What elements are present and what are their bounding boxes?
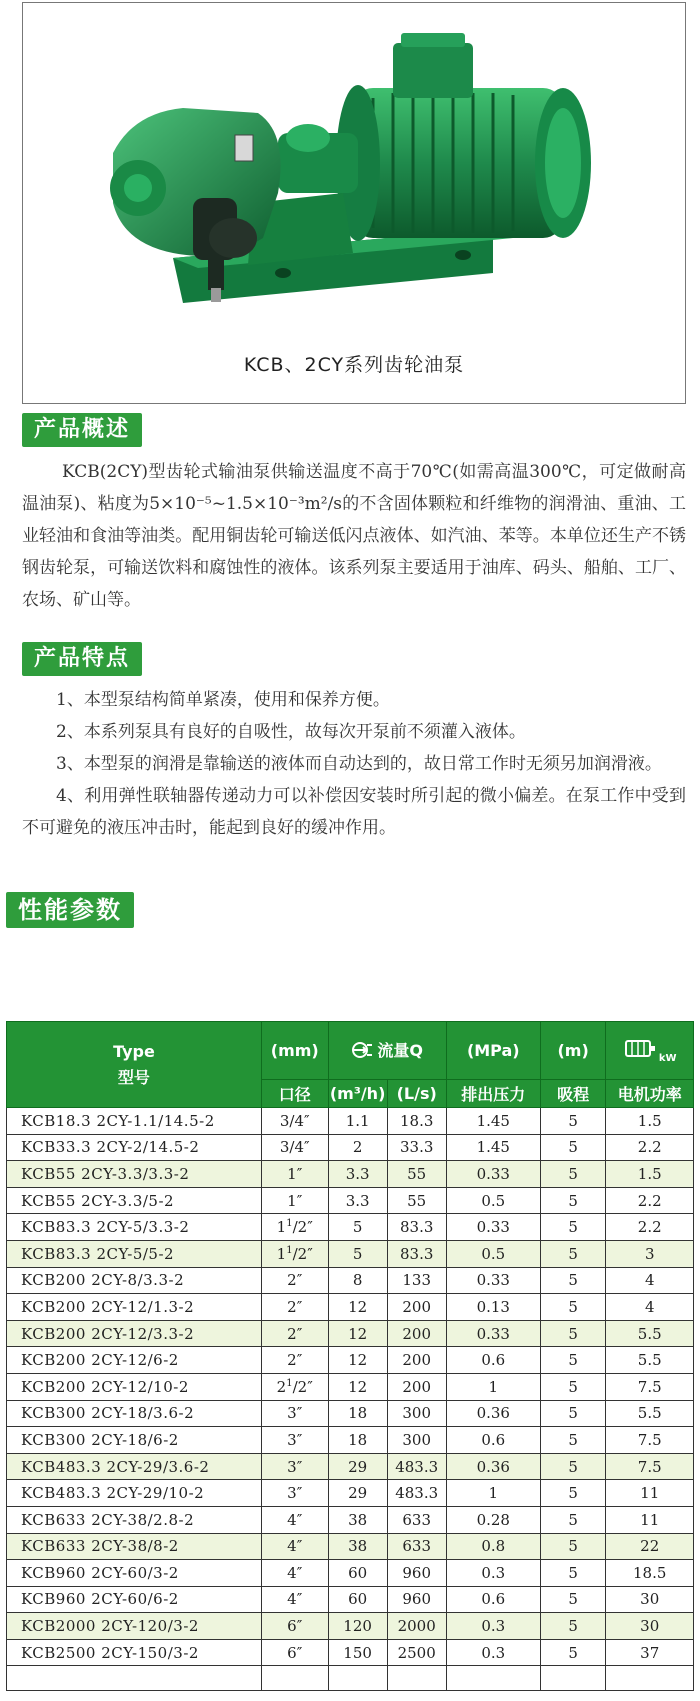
- empty-cell: [540, 1666, 606, 1691]
- cell-flow-m3h: 12: [328, 1320, 387, 1347]
- table-row: [7, 1427, 694, 1454]
- col-flow-m3h: (m³/h): [328, 1080, 387, 1108]
- cell-power: 1.5: [606, 1161, 694, 1188]
- col-flow: [328, 1022, 446, 1080]
- cell-pressure: 1.45: [446, 1108, 540, 1135]
- cell-type: KCB55 2CY-3.3/5-2: [7, 1187, 262, 1214]
- cell-power: 3: [606, 1240, 694, 1267]
- cell-suction: 5: [540, 1639, 606, 1666]
- cell-flow-ls: 483.3: [387, 1480, 446, 1507]
- bore-fraction-rest: /2″: [292, 1377, 313, 1396]
- cell-bore: 4″: [261, 1560, 328, 1587]
- cell-flow-m3h: 1.1: [328, 1108, 387, 1135]
- bore-fraction-rest: /2″: [292, 1244, 313, 1263]
- cell-pressure: 0.5: [446, 1240, 540, 1267]
- table-row: [7, 1480, 694, 1507]
- col-type: [7, 1022, 262, 1108]
- cell-flow-m3h: 12: [328, 1373, 387, 1400]
- cell-bore: 2″: [261, 1347, 328, 1374]
- col-type-en: Type: [113, 1041, 155, 1061]
- col-power-head: [606, 1022, 694, 1080]
- cell-suction: 5: [540, 1134, 606, 1161]
- cell-flow-m3h: 29: [328, 1453, 387, 1480]
- cell-flow-ls: 2000: [387, 1613, 446, 1640]
- cell-type: KCB83.3 2CY-5/5-2: [7, 1240, 262, 1267]
- cell-flow-ls: 633: [387, 1533, 446, 1560]
- cell-bore: 2″: [261, 1320, 328, 1347]
- feature-item: 2、本系列泵具有良好的自吸性，故每次开泵前不须灌入液体。: [56, 722, 526, 742]
- cell-flow-ls: 2500: [387, 1639, 446, 1666]
- cell-suction: 5: [540, 1161, 606, 1188]
- cell-type: KCB483.3 2CY-29/10-2: [7, 1480, 262, 1507]
- empty-cell: [7, 1666, 262, 1691]
- table-row: [7, 1294, 694, 1321]
- empty-cell: [606, 1666, 694, 1691]
- table-row: [7, 1187, 694, 1214]
- cell-suction: 5: [540, 1533, 606, 1560]
- cell-power: 2.2: [606, 1187, 694, 1214]
- cell-bore: 2″: [261, 1294, 328, 1321]
- col-flow-ls: (L/s): [387, 1080, 446, 1108]
- table-row: [7, 1267, 694, 1294]
- features-heading: 产品特点: [22, 642, 142, 676]
- cell-pressure: 0.6: [446, 1427, 540, 1454]
- cell-pressure: 0.13: [446, 1294, 540, 1321]
- cell-pressure: 0.28: [446, 1506, 540, 1533]
- cell-bore: 4″: [261, 1506, 328, 1533]
- bore-whole: 2: [276, 1377, 287, 1396]
- cell-type: KCB83.3 2CY-5/3.3-2: [7, 1214, 262, 1241]
- table-row: [7, 1560, 694, 1587]
- cell-pressure: 0.3: [446, 1639, 540, 1666]
- cell-power: 11: [606, 1506, 694, 1533]
- cell-flow-m3h: 8: [328, 1267, 387, 1294]
- product-caption: KCB、2CY系列齿轮油泵: [243, 354, 465, 376]
- cell-flow-ls: 633: [387, 1506, 446, 1533]
- bore-whole: 1: [276, 1244, 287, 1263]
- cell-suction: 5: [540, 1214, 606, 1241]
- table-row: [7, 1586, 694, 1613]
- cell-pressure: 0.3: [446, 1613, 540, 1640]
- cell-bore: 4″: [261, 1586, 328, 1613]
- cell-bore: 1″: [261, 1187, 328, 1214]
- table-row: [7, 1161, 694, 1188]
- cell-flow-ls: 300: [387, 1427, 446, 1454]
- cell-flow-m3h: 2: [328, 1134, 387, 1161]
- cell-power: 4: [606, 1294, 694, 1321]
- cell-power: 7.5: [606, 1427, 694, 1454]
- specs-table: [6, 1021, 694, 1691]
- flow-icon: [351, 1041, 373, 1063]
- col-flow-label: 流量Q: [377, 1041, 423, 1061]
- cell-power: 7.5: [606, 1453, 694, 1480]
- bore-fraction-top: 1: [286, 1377, 293, 1389]
- cell-flow-ls: 200: [387, 1373, 446, 1400]
- empty-cell: [261, 1666, 328, 1691]
- cell-pressure: 0.33: [446, 1320, 540, 1347]
- cell-bore: 6″: [261, 1613, 328, 1640]
- table-row: [7, 1506, 694, 1533]
- cell-bore: 3″: [261, 1400, 328, 1427]
- cell-pressure: 0.33: [446, 1267, 540, 1294]
- cell-suction: 5: [540, 1560, 606, 1587]
- cell-power: 5.5: [606, 1400, 694, 1427]
- cell-bore: 3/4″: [261, 1134, 328, 1161]
- col-suction-unit: (m): [540, 1022, 606, 1080]
- specs-heading: 性能参数: [6, 892, 134, 928]
- cell-type: KCB633 2CY-38/8-2: [7, 1533, 262, 1560]
- cell-pressure: 1: [446, 1480, 540, 1507]
- cell-type: KCB960 2CY-60/6-2: [7, 1586, 262, 1613]
- motor-icon: [623, 1038, 659, 1064]
- feature-item: 1、本型泵结构简单紧凑，使用和保养方便。: [56, 690, 390, 710]
- cell-bore: 3″: [261, 1427, 328, 1454]
- cell-type: KCB200 2CY-12/3.3-2: [7, 1320, 262, 1347]
- cell-pressure: 0.6: [446, 1586, 540, 1613]
- cell-flow-ls: 83.3: [387, 1214, 446, 1241]
- cell-power: 11: [606, 1480, 694, 1507]
- cell-power: 1.5: [606, 1108, 694, 1135]
- table-row: [7, 1134, 694, 1161]
- cell-flow-m3h: 60: [328, 1560, 387, 1587]
- feature-item: 4、利用弹性联轴器传递动力可以补偿因安装时所引起的微小偏差。在泵工作中受到不可避免的液压冲击时，能起到良好的缓冲作用。: [22, 786, 686, 838]
- cell-flow-m3h: 120: [328, 1613, 387, 1640]
- features-list: [22, 684, 686, 844]
- cell-type: KCB55 2CY-3.3/3.3-2: [7, 1161, 262, 1188]
- cell-power: 2.2: [606, 1214, 694, 1241]
- cell-type: KCB200 2CY-8/3.3-2: [7, 1267, 262, 1294]
- table-row: [7, 1373, 694, 1400]
- table-row: [7, 1240, 694, 1267]
- table-row: [7, 1453, 694, 1480]
- cell-pressure: 0.3: [446, 1560, 540, 1587]
- bore-fraction-top: 1: [286, 1244, 293, 1256]
- cell-flow-ls: 960: [387, 1586, 446, 1613]
- cell-flow-ls: 300: [387, 1400, 446, 1427]
- cell-flow-m3h: 12: [328, 1294, 387, 1321]
- specs-table-wrap: [6, 1021, 694, 1691]
- col-pressure-unit: (MPa): [446, 1022, 540, 1080]
- col-suction: 吸程: [540, 1080, 606, 1108]
- cell-flow-ls: 200: [387, 1320, 446, 1347]
- cell-flow-ls: 200: [387, 1294, 446, 1321]
- col-pressure: 排出压力: [446, 1080, 540, 1108]
- cell-suction: 5: [540, 1586, 606, 1613]
- table-row-empty: [7, 1666, 694, 1691]
- table-row: [7, 1639, 694, 1666]
- bore-fraction-top: 1: [286, 1218, 293, 1230]
- cell-flow-m3h: 3.3: [328, 1187, 387, 1214]
- cell-pressure: 0.33: [446, 1214, 540, 1241]
- cell-type: KCB33.3 2CY-2/14.5-2: [7, 1134, 262, 1161]
- bore-fraction-rest: /2″: [292, 1218, 313, 1237]
- cell-bore: [261, 1373, 328, 1400]
- cell-pressure: 0.5: [446, 1187, 540, 1214]
- cell-flow-ls: 83.3: [387, 1240, 446, 1267]
- cell-type: KCB200 2CY-12/10-2: [7, 1373, 262, 1400]
- cell-bore: 4″: [261, 1533, 328, 1560]
- cell-type: KCB200 2CY-12/6-2: [7, 1347, 262, 1374]
- cell-power: 37: [606, 1639, 694, 1666]
- cell-bore: 3″: [261, 1453, 328, 1480]
- table-row: [7, 1108, 694, 1135]
- cell-suction: 5: [540, 1267, 606, 1294]
- cell-type: KCB960 2CY-60/3-2: [7, 1560, 262, 1587]
- cell-suction: 5: [540, 1240, 606, 1267]
- specs-table-body: [7, 1108, 694, 1691]
- table-row: [7, 1400, 694, 1427]
- col-type-cn: 型号: [117, 1067, 150, 1087]
- table-row: [7, 1613, 694, 1640]
- cell-power: 4: [606, 1267, 694, 1294]
- table-row: [7, 1320, 694, 1347]
- col-power: 电机功率: [606, 1080, 694, 1108]
- cell-type: KCB2000 2CY-120/3-2: [7, 1613, 262, 1640]
- cell-pressure: 0.8: [446, 1533, 540, 1560]
- cell-power: 18.5: [606, 1560, 694, 1587]
- overview-heading: 产品概述: [22, 413, 142, 447]
- cell-suction: 5: [540, 1453, 606, 1480]
- table-row: [7, 1347, 694, 1374]
- feature-item: 3、本型泵的润滑是靠输送的液体而自动达到的，故日常工作时无须另加润滑液。: [56, 754, 662, 774]
- cell-type: KCB2500 2CY-150/3-2: [7, 1639, 262, 1666]
- cell-power: 30: [606, 1586, 694, 1613]
- cell-power: 30: [606, 1613, 694, 1640]
- cell-flow-ls: 200: [387, 1347, 446, 1374]
- cell-type: KCB633 2CY-38/2.8-2: [7, 1506, 262, 1533]
- cell-suction: 5: [540, 1108, 606, 1135]
- cell-suction: 5: [540, 1373, 606, 1400]
- cell-suction: 5: [540, 1506, 606, 1533]
- cell-suction: 5: [540, 1480, 606, 1507]
- cell-bore: 6″: [261, 1639, 328, 1666]
- cell-flow-ls: 483.3: [387, 1453, 446, 1480]
- cell-flow-m3h: 3.3: [328, 1161, 387, 1188]
- col-bore: 口径: [261, 1080, 328, 1108]
- cell-suction: 5: [540, 1613, 606, 1640]
- col-bore-unit: (mm): [261, 1022, 328, 1080]
- cell-flow-m3h: 18: [328, 1400, 387, 1427]
- empty-cell: [328, 1666, 387, 1691]
- cell-type: KCB18.3 2CY-1.1/14.5-2: [7, 1108, 262, 1135]
- cell-pressure: 1.45: [446, 1134, 540, 1161]
- cell-bore: 3″: [261, 1480, 328, 1507]
- cell-flow-m3h: 5: [328, 1214, 387, 1241]
- cell-flow-m3h: 38: [328, 1533, 387, 1560]
- col-power-unit: kW: [658, 1052, 677, 1064]
- bore-whole: 1: [276, 1218, 287, 1237]
- cell-suction: 5: [540, 1347, 606, 1374]
- cell-type: KCB300 2CY-18/6-2: [7, 1427, 262, 1454]
- cell-bore: 2″: [261, 1267, 328, 1294]
- gear-pump-illustration: [23, 3, 686, 343]
- cell-bore: [261, 1240, 328, 1267]
- product-photo-frame: [22, 2, 686, 404]
- cell-flow-ls: 960: [387, 1560, 446, 1587]
- cell-flow-m3h: 60: [328, 1586, 387, 1613]
- cell-flow-m3h: 29: [328, 1480, 387, 1507]
- cell-flow-m3h: 5: [328, 1240, 387, 1267]
- cell-pressure: 0.6: [446, 1347, 540, 1374]
- cell-suction: 5: [540, 1427, 606, 1454]
- empty-cell: [446, 1666, 540, 1691]
- cell-type: KCB483.3 2CY-29/3.6-2: [7, 1453, 262, 1480]
- cell-power: 22: [606, 1533, 694, 1560]
- cell-pressure: 0.36: [446, 1400, 540, 1427]
- cell-suction: 5: [540, 1187, 606, 1214]
- table-row: [7, 1214, 694, 1241]
- cell-suction: 5: [540, 1320, 606, 1347]
- cell-pressure: 0.33: [446, 1161, 540, 1188]
- table-row: [7, 1533, 694, 1560]
- cell-bore: [261, 1214, 328, 1241]
- cell-pressure: 1: [446, 1373, 540, 1400]
- cell-suction: 5: [540, 1294, 606, 1321]
- cell-bore: 1″: [261, 1161, 328, 1188]
- cell-flow-ls: 55: [387, 1187, 446, 1214]
- empty-cell: [387, 1666, 446, 1691]
- overview-text: KCB(2CY)型齿轮式输油泵供输送温度不高于70℃(如需高温300℃，可定做耐高温油泵)、粘度为5×10⁻⁵~1.5×10⁻³m²/s的不含固体颗粒和纤维物的润滑油、重油、工业轻油和食油等油类。配用铜齿轮可输送低闪点液体、如汽油、苯等。本单位还生产不锈钢齿轮泵，可输送饮料和腐蚀性的液体。该系列泵主要适用于油库、码头、船舶、工厂、农场、矿山等。: [22, 462, 686, 610]
- cell-flow-ls: 18.3: [387, 1108, 446, 1135]
- cell-type: KCB200 2CY-12/1.3-2: [7, 1294, 262, 1321]
- cell-flow-m3h: 38: [328, 1506, 387, 1533]
- cell-flow-m3h: 18: [328, 1427, 387, 1454]
- cell-suction: 5: [540, 1400, 606, 1427]
- cell-pressure: 0.36: [446, 1453, 540, 1480]
- cell-power: 5.5: [606, 1347, 694, 1374]
- cell-bore: 3/4″: [261, 1108, 328, 1135]
- cell-flow-ls: 33.3: [387, 1134, 446, 1161]
- cell-type: KCB300 2CY-18/3.6-2: [7, 1400, 262, 1427]
- cell-flow-m3h: 150: [328, 1639, 387, 1666]
- cell-flow-ls: 55: [387, 1161, 446, 1188]
- cell-power: 7.5: [606, 1373, 694, 1400]
- cell-power: 2.2: [606, 1134, 694, 1161]
- cell-power: 5.5: [606, 1320, 694, 1347]
- cell-flow-m3h: 12: [328, 1347, 387, 1374]
- cell-flow-ls: 133: [387, 1267, 446, 1294]
